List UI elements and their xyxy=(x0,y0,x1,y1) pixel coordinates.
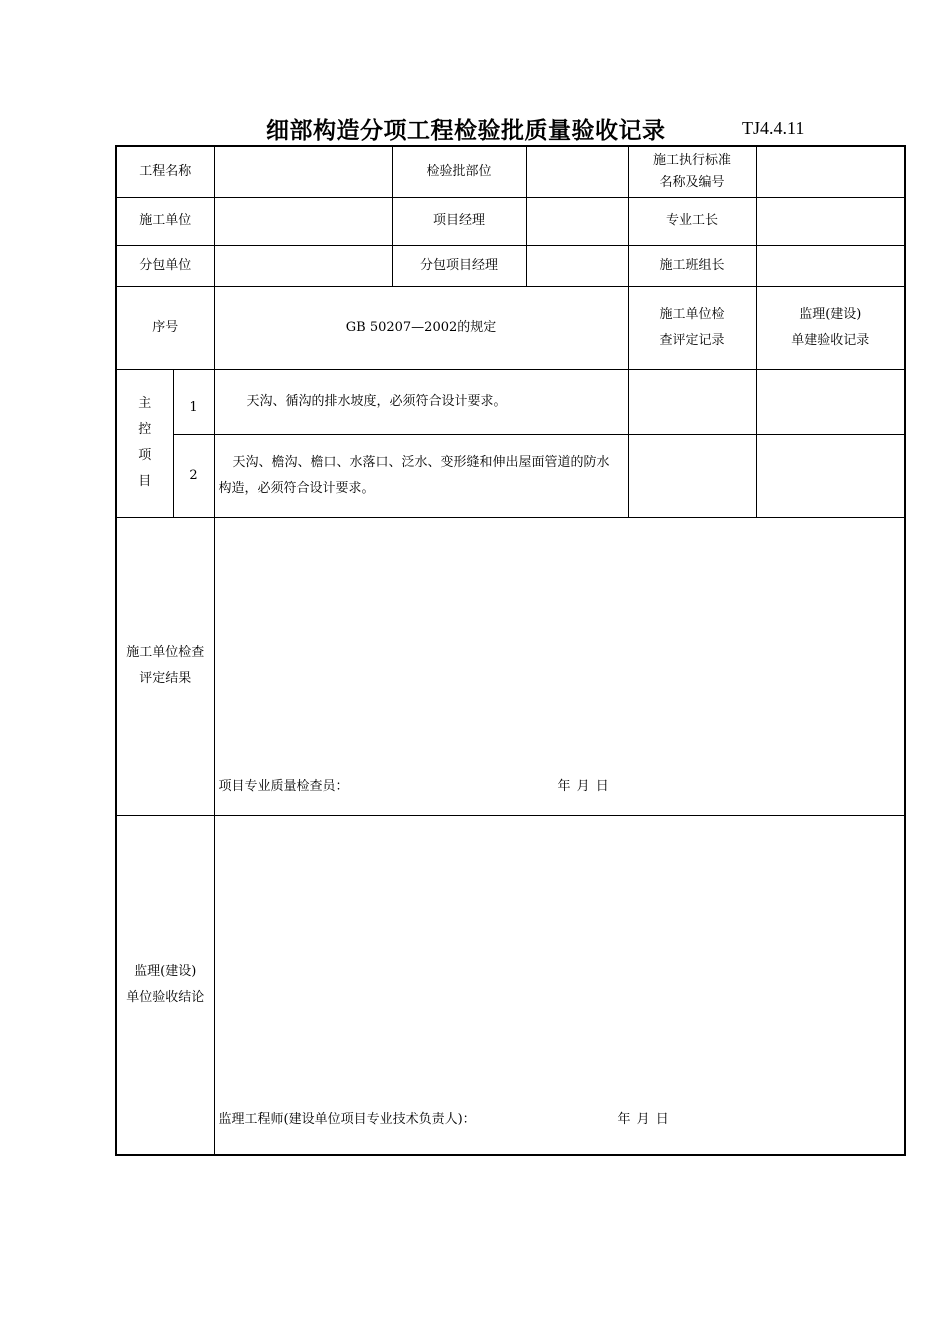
spec-header: GB 50207—2002的规定 xyxy=(214,286,628,369)
contractor-signer-label: 项目专业质量检查员： xyxy=(218,778,349,794)
item-text xyxy=(214,369,628,434)
main-control-char: 目 xyxy=(138,474,152,489)
contractor-check-header xyxy=(628,286,756,369)
project-name-row xyxy=(116,146,905,197)
item-text-content: 天沟、循沟的排水坡度，必须符合设计要求。 xyxy=(246,393,507,409)
main-control-char: 控 xyxy=(138,422,152,437)
contractor-result-row xyxy=(116,517,905,815)
supervisor-check-header-line2: 单建验收记录 xyxy=(791,332,870,348)
sub-manager-label: 分包项目经理 xyxy=(392,245,526,286)
supervisor-result-label-line1: 监理(建设) xyxy=(134,963,197,979)
main-control-char: 项 xyxy=(138,448,152,463)
contractor-result-label xyxy=(116,517,214,815)
supervisor-signer-label: 监理工程师(建设单位项目专业技术负责人)： xyxy=(218,1111,476,1127)
contractor-field[interactable] xyxy=(214,197,392,245)
supervisor-result-area xyxy=(215,816,905,1154)
seq-header: 序号 xyxy=(116,286,214,369)
project-manager-field[interactable] xyxy=(526,197,628,245)
team-leader-label: 施工班组长 xyxy=(628,245,756,286)
subcontractor-label: 分包单位 xyxy=(116,245,214,286)
contractor-label: 施工单位 xyxy=(116,197,214,245)
team-leader-field[interactable] xyxy=(756,245,905,286)
item-contractor-record[interactable] xyxy=(628,369,756,434)
contractor-result-area xyxy=(215,518,905,815)
item-number: 1 xyxy=(173,369,214,434)
supervisor-result-field[interactable] xyxy=(214,815,905,1155)
contractor-check-header-line1: 施工单位检 xyxy=(659,306,725,322)
sub-manager-field[interactable] xyxy=(526,245,628,286)
title-row xyxy=(0,112,950,146)
foreman-field[interactable] xyxy=(756,197,905,245)
supervisor-result-label xyxy=(116,815,214,1155)
standard-label xyxy=(628,146,756,197)
standard-field[interactable] xyxy=(756,146,905,197)
supervisor-result-label-line2: 单位验收结论 xyxy=(126,989,205,1005)
inspection-part-field[interactable] xyxy=(526,146,628,197)
project-name-label: 工程名称 xyxy=(116,146,214,197)
document-code: TJ4.4.11 xyxy=(742,118,805,138)
contractor-check-header-line2: 查评定记录 xyxy=(659,332,725,348)
subcontractor-field[interactable] xyxy=(214,245,392,286)
supervisor-sign-date: 年 月 日 xyxy=(617,1111,670,1127)
supervisor-check-header-line1: 监理(建设) xyxy=(799,306,862,322)
item-text-line2: 构造，必须符合设计要求。 xyxy=(218,480,375,496)
items-header-row xyxy=(116,286,905,369)
item-text xyxy=(214,434,628,517)
subcontractor-row xyxy=(116,245,905,286)
item-number: 2 xyxy=(173,434,214,517)
main-control-label-chars xyxy=(138,391,151,495)
contractor-sign-date: 年 月 日 xyxy=(557,778,610,794)
project-manager-label: 项目经理 xyxy=(392,197,526,245)
contractor-result-field[interactable] xyxy=(214,517,905,815)
document-title: 细部构造分项工程检验批质量验收记录 xyxy=(266,118,666,144)
project-name-field[interactable] xyxy=(214,146,392,197)
inspection-part-label: 检验批部位 xyxy=(392,146,526,197)
inspection-record-table xyxy=(115,145,906,1156)
main-control-item-row-2 xyxy=(116,434,905,517)
main-control-label xyxy=(116,369,173,517)
contractor-result-label-line1: 施工单位检查 xyxy=(126,645,205,660)
item-text-line1: 天沟、檐沟、檐口、水落口、泛水、变形缝和伸出屋面管道的防水 xyxy=(232,454,610,470)
foreman-label: 专业工长 xyxy=(628,197,756,245)
main-control-char: 主 xyxy=(138,396,152,411)
supervisor-result-row xyxy=(116,815,905,1155)
item-contractor-record[interactable] xyxy=(628,434,756,517)
contractor-result-label-line2: 评定结果 xyxy=(139,671,192,686)
supervisor-check-header xyxy=(756,286,905,369)
standard-label-line1: 施工执行标准 xyxy=(653,152,732,168)
item-supervisor-record[interactable] xyxy=(756,434,905,517)
item-supervisor-record[interactable] xyxy=(756,369,905,434)
main-control-item-row-1 xyxy=(116,369,905,434)
standard-label-line2: 名称及编号 xyxy=(659,174,725,190)
contractor-row xyxy=(116,197,905,245)
